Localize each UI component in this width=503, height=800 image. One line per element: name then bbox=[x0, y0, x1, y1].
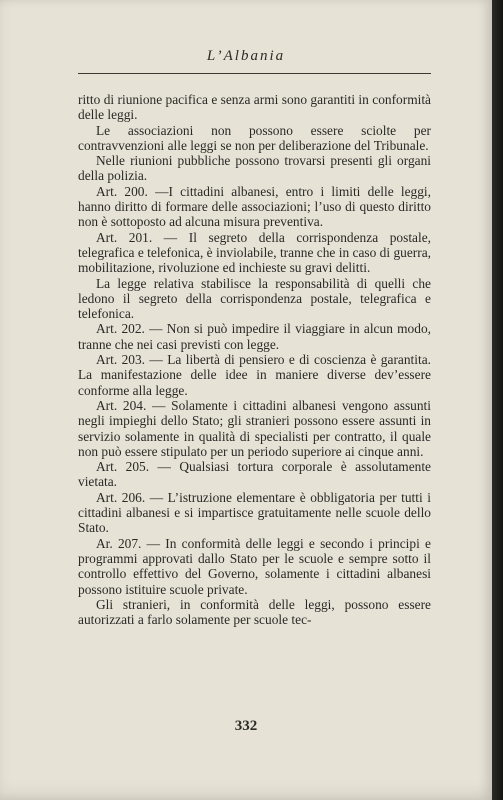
paragraph: Le associazioni non possono essere sciolte per contravvenzioni alle leggi se non per deliberazione del Tribunale. bbox=[78, 122, 431, 153]
paragraph-continuation: ritto di riunione pacifica e senza armi sono garantiti in conformità delle leggi. bbox=[78, 92, 431, 123]
article-202: Art. 202. — Non si può impedire il viaggiare in alcun modo, tranne che nei casi previsti con legge. bbox=[78, 321, 431, 352]
article-207: Ar. 207. — In conformità delle leggi e secondo i principi e programmi approvati dallo Stato per le scuole e sempre sotto il controllo effettivo del Governo, solamente i cittadini albanesi possono istituire scuole private. bbox=[78, 535, 431, 597]
article-204: Art. 204. — Solamente i cittadini albanesi vengono assunti negli impieghi dello Stato; gli stranieri possono essere assunti in servizio solamente in qualità di specialisti per contratto, il quale non può essere stipulato per un periodo superiore ai cinque anni. bbox=[78, 397, 431, 459]
running-header-title: L’Albania bbox=[206, 48, 286, 64]
header-rule bbox=[78, 73, 431, 74]
body-text bbox=[78, 92, 431, 627]
paragraph: La legge relativa stabilisce la responsabilità di quelli che ledono il segreto della corrispondenza postale, telegrafica e telefonica. bbox=[78, 275, 431, 322]
article-206: Art. 206. — L’istruzione elementare è obbligatoria per tutti i cittadini albanesi e si impartisce gratuitamente nelle scuole dello Stato. bbox=[78, 489, 431, 536]
paragraph: Gli stranieri, in conformità delle leggi, possono essere autorizzati a farlo solamente per scuole tec- bbox=[78, 596, 431, 628]
article-200: Art. 200. —I cittadini albanesi, entro i limiti delle leggi, hanno diritto di formare delle associazioni; l’uso di questo diritto non è sottoposto ad alcuna misura preventiva. bbox=[78, 183, 431, 230]
article-201: Art. 201. — Il segreto della corrispondenza postale, telegrafica e telefonica, è inviolabile, tranne che in caso di guerra, mobilitazione, rivoluzione ed inchieste su gravi delitti. bbox=[78, 229, 431, 276]
article-205: Art. 205. — Qualsiasi tortura corporale è assolutamente vietata. bbox=[78, 459, 431, 490]
page-number: 332 bbox=[234, 718, 258, 734]
page-edge-shadow bbox=[492, 0, 503, 800]
paragraph: Nelle riunioni pubbliche possono trovarsi presenti gli organi della polizia. bbox=[78, 153, 431, 184]
article-203: Art. 203. — La libertà di pensiero e di coscienza è garantita. La manifestazione delle idee in maniere diverse dev’essere conforme alla legge. bbox=[78, 352, 431, 398]
